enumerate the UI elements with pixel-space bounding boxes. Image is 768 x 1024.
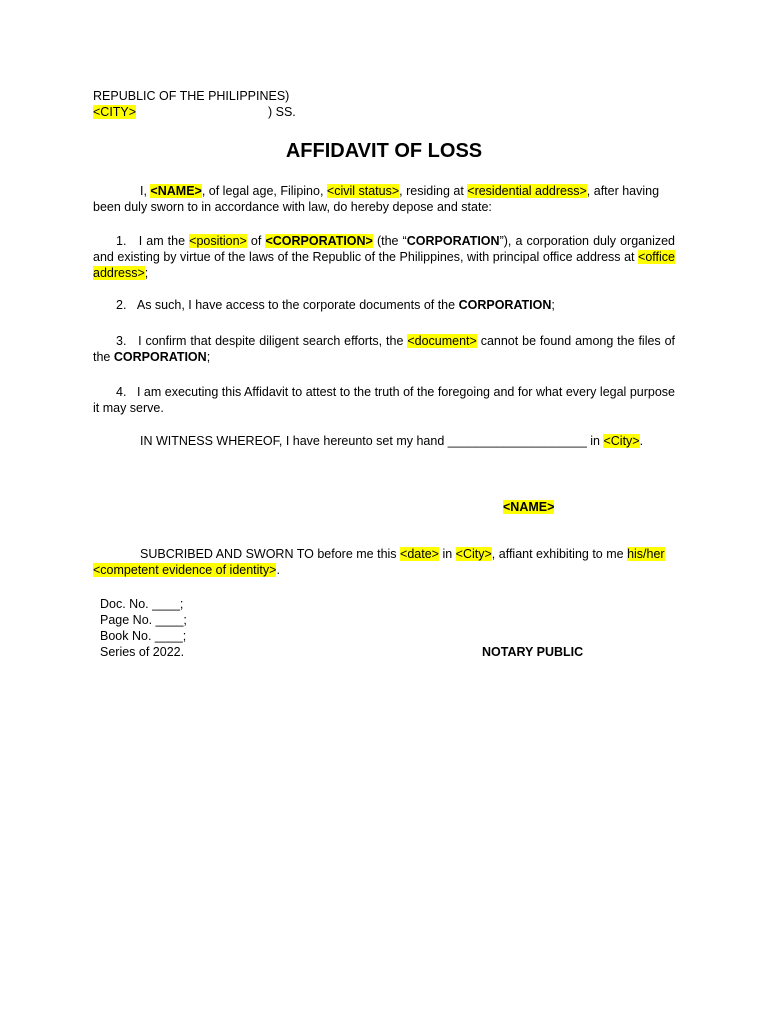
intro-text-5: been duly sworn to in accordance with law, do hereby depose and state: <box>93 200 492 214</box>
item3-text-2: cannot be found among the files of the <box>93 334 675 364</box>
item2-text-1: As such, I have access to the corporate documents of the <box>136 298 459 312</box>
item-number: 3. <box>116 334 127 348</box>
corporation-placeholder: <CORPORATION> <box>265 234 373 248</box>
document-title: AFFIDAVIT OF LOSS <box>285 140 483 162</box>
republic-text: REPUBLIC OF THE PHILIPPINES) <box>93 89 290 103</box>
city-placeholder: <CITY> <box>93 105 137 119</box>
witness-text-1: IN WITNESS WHEREOF, I have hereunto set my hand ____________________ in <box>140 434 604 448</box>
corporation-term: CORPORATION <box>113 350 207 364</box>
evidence-placeholder: <competent evidence of identity> <box>93 563 277 577</box>
item3-text-3: ; <box>206 350 211 364</box>
intro-line-1 <box>140 183 659 199</box>
list-item-4 <box>93 384 675 416</box>
item1-text-4: ”), a corporation duly organized and existing by virtue of the laws of the Republic of the Philippines, with principal office address at <box>93 234 676 264</box>
subscribed-text-2: in <box>438 547 456 561</box>
position-placeholder: <position> <box>189 234 247 248</box>
document-placeholder: <document> <box>407 334 477 348</box>
ss-text: ) SS. <box>268 105 296 119</box>
item3-text-1: I confirm that despite diligent search efforts, the <box>138 334 408 348</box>
intro-text-1: I, <box>140 184 151 198</box>
doc-no: Doc. No. ____; <box>100 597 184 611</box>
notary-public-label: NOTARY PUBLIC <box>482 645 584 659</box>
item2-text-2: ; <box>551 298 555 312</box>
item-number: 2. <box>116 298 127 312</box>
his-her-placeholder: his/her <box>627 547 665 561</box>
witness-line <box>140 433 643 449</box>
item1-text-2: of <box>246 234 266 248</box>
subscribed-text-1: SUBCRIBED AND SWORN TO before me this <box>140 547 401 561</box>
intro-text-3: , residing at <box>399 184 468 198</box>
page-no: Page No. ____; <box>100 613 187 627</box>
item1-text-1: I am the <box>138 234 190 248</box>
item4-text-1: I am executing this Affidavit to attest to the truth of the foregoing and for what every legal purpose it may serve. <box>93 385 675 415</box>
subscribed-text-3: , affiant exhibiting to me <box>491 547 628 561</box>
item1-text-5: ; <box>144 266 149 280</box>
name-placeholder: <NAME> <box>150 184 202 198</box>
intro-text-4: , after having <box>586 184 660 198</box>
subscribed-line-2 <box>93 562 280 578</box>
intro-text-2: , of legal age, Filipino, <box>201 184 327 198</box>
list-item-2 <box>93 297 675 313</box>
subscribed-city-placeholder: <City> <box>455 547 492 561</box>
signature-name-placeholder: <NAME> <box>503 500 555 514</box>
republic-line <box>93 88 289 104</box>
intro-line-2 <box>93 199 492 215</box>
corporation-term: CORPORATION <box>458 298 552 312</box>
corporation-term: CORPORATION <box>406 234 500 248</box>
series: Series of 2022. <box>100 645 185 659</box>
witness-text-2: . <box>639 434 644 448</box>
date-placeholder: <date> <box>400 547 439 561</box>
subscribed-text-4: . <box>276 563 280 577</box>
book-no: Book No. ____; <box>100 629 187 643</box>
subscribed-line-1 <box>140 546 665 562</box>
witness-city-placeholder: <City> <box>603 434 640 448</box>
city-line <box>93 104 136 120</box>
item-number: 1. <box>116 234 127 248</box>
list-item-3 <box>93 333 675 365</box>
signature-name <box>503 499 554 515</box>
list-item-1 <box>93 233 675 281</box>
civil-status-placeholder: <civil status> <box>326 184 400 198</box>
item-number: 4. <box>116 385 127 399</box>
office-address-placeholder: <office address> <box>93 250 675 280</box>
item1-text-3: (the “ <box>372 234 407 248</box>
residential-address-placeholder: <residential address> <box>467 184 587 198</box>
ss-label <box>268 104 296 120</box>
